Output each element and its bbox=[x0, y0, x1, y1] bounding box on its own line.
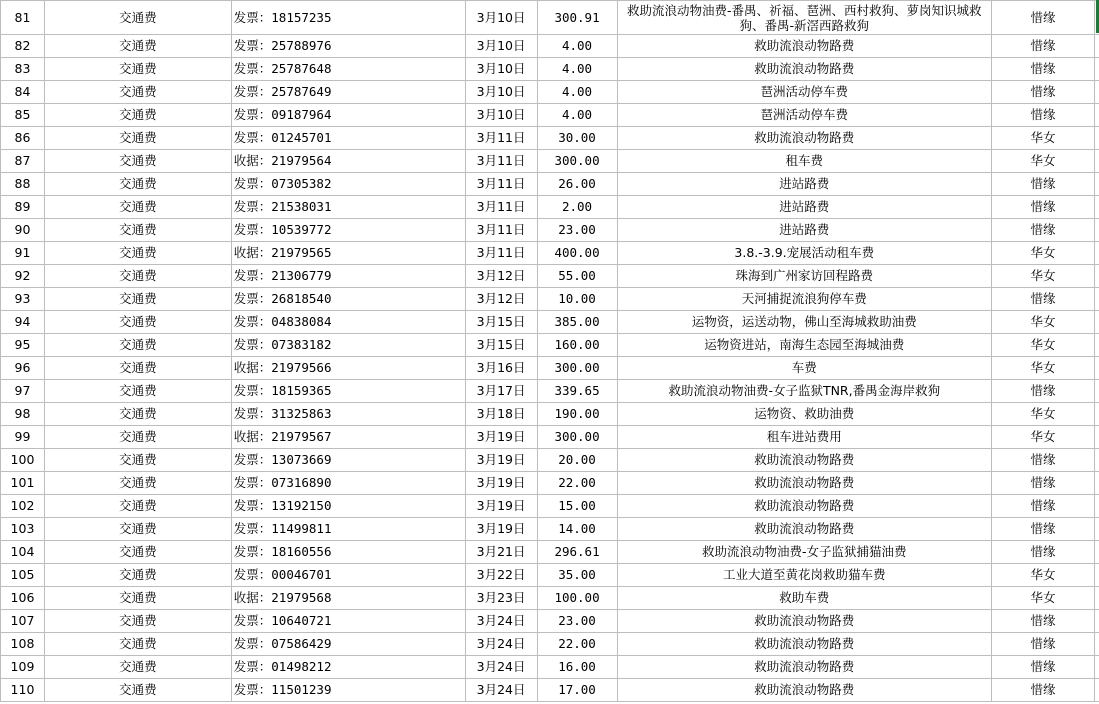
description-cell[interactable]: 救助流浪动物油费-女子监狱TNR,番禺金海岸救狗 bbox=[617, 380, 992, 403]
table-row bbox=[1, 472, 1099, 495]
amount-cell[interactable]: 4.00 bbox=[537, 104, 617, 127]
person-cell[interactable]: 华女 bbox=[992, 242, 1095, 265]
row-number-cell[interactable]: 94 bbox=[1, 311, 45, 334]
category-cell[interactable]: 交通费 bbox=[44, 58, 231, 81]
date-cell[interactable]: 3月12日 bbox=[465, 265, 537, 288]
amount-cell[interactable]: 30.00 bbox=[537, 127, 617, 150]
table-row bbox=[1, 219, 1099, 242]
amount-cell[interactable]: 15.00 bbox=[537, 495, 617, 518]
table-row bbox=[1, 196, 1099, 219]
document-number-cell[interactable]: 发票：07383182 bbox=[231, 334, 465, 357]
category-cell[interactable]: 交通费 bbox=[44, 219, 231, 242]
category-cell[interactable]: 交通费 bbox=[44, 173, 231, 196]
date-cell[interactable]: 3月11日 bbox=[465, 173, 537, 196]
date-cell[interactable]: 3月11日 bbox=[465, 219, 537, 242]
row-number-cell[interactable]: 90 bbox=[1, 219, 45, 242]
table-row bbox=[1, 1, 1099, 35]
empty-cell[interactable] bbox=[1094, 58, 1099, 81]
date-cell[interactable]: 3月15日 bbox=[465, 311, 537, 334]
document-number-cell[interactable]: 发票：13073669 bbox=[231, 449, 465, 472]
date-cell[interactable]: 3月10日 bbox=[465, 35, 537, 58]
person-cell[interactable]: 惜缘 bbox=[992, 1, 1095, 35]
table-row bbox=[1, 265, 1099, 288]
row-number-cell[interactable]: 109 bbox=[1, 656, 45, 679]
empty-cell[interactable] bbox=[1094, 495, 1099, 518]
description-cell[interactable]: 租车费 bbox=[617, 150, 992, 173]
description-cell[interactable]: 救助流浪动物路费 bbox=[617, 633, 992, 656]
table-row bbox=[1, 311, 1099, 334]
table-row bbox=[1, 518, 1099, 541]
date-cell[interactable]: 3月24日 bbox=[465, 633, 537, 656]
table-row bbox=[1, 58, 1099, 81]
person-cell[interactable]: 惜缘 bbox=[992, 679, 1095, 702]
description-cell[interactable]: 租车进站费用 bbox=[617, 426, 992, 449]
date-cell[interactable]: 3月24日 bbox=[465, 679, 537, 702]
row-number-cell[interactable]: 108 bbox=[1, 633, 45, 656]
person-cell[interactable]: 惜缘 bbox=[992, 81, 1095, 104]
person-cell[interactable]: 惜缘 bbox=[992, 288, 1095, 311]
empty-cell[interactable] bbox=[1094, 357, 1099, 380]
empty-cell[interactable] bbox=[1094, 265, 1099, 288]
document-number-cell[interactable]: 发票：26818540 bbox=[231, 288, 465, 311]
category-cell[interactable]: 交通费 bbox=[44, 196, 231, 219]
description-cell[interactable]: 进站路费 bbox=[617, 173, 992, 196]
empty-cell[interactable] bbox=[1094, 656, 1099, 679]
table-row bbox=[1, 403, 1099, 426]
document-number-cell[interactable]: 收据：21979568 bbox=[231, 587, 465, 610]
amount-cell[interactable]: 10.00 bbox=[537, 288, 617, 311]
row-number-cell[interactable]: 86 bbox=[1, 127, 45, 150]
description-cell[interactable]: 救助流浪动物油费-番禺、祈福、琶洲、西村救狗、萝岗知识城救狗、番禺-新滘西路救狗 bbox=[617, 1, 992, 35]
person-cell[interactable]: 惜缘 bbox=[992, 173, 1095, 196]
amount-cell[interactable]: 35.00 bbox=[537, 564, 617, 587]
document-number-cell[interactable]: 收据：21979564 bbox=[231, 150, 465, 173]
table-row bbox=[1, 380, 1099, 403]
amount-cell[interactable]: 23.00 bbox=[537, 219, 617, 242]
amount-cell[interactable]: 300.91 bbox=[537, 1, 617, 35]
date-cell[interactable]: 3月18日 bbox=[465, 403, 537, 426]
table-row bbox=[1, 150, 1099, 173]
row-number-cell[interactable]: 104 bbox=[1, 541, 45, 564]
table-row bbox=[1, 173, 1099, 196]
empty-cell[interactable] bbox=[1094, 403, 1099, 426]
table-row bbox=[1, 564, 1099, 587]
empty-cell[interactable] bbox=[1094, 380, 1099, 403]
person-cell[interactable]: 华女 bbox=[992, 127, 1095, 150]
empty-cell[interactable] bbox=[1094, 587, 1099, 610]
amount-cell[interactable]: 14.00 bbox=[537, 518, 617, 541]
date-cell[interactable]: 3月10日 bbox=[465, 58, 537, 81]
person-cell[interactable]: 华女 bbox=[992, 357, 1095, 380]
description-cell[interactable]: 救助流浪动物路费 bbox=[617, 35, 992, 58]
description-cell[interactable]: 运物资进站，南海生态园至海城油费 bbox=[617, 334, 992, 357]
empty-cell[interactable] bbox=[1094, 35, 1099, 58]
document-number-cell[interactable]: 收据：21979565 bbox=[231, 242, 465, 265]
amount-cell[interactable]: 17.00 bbox=[537, 679, 617, 702]
row-number-cell[interactable]: 95 bbox=[1, 334, 45, 357]
document-number-cell[interactable]: 发票：11499811 bbox=[231, 518, 465, 541]
table-row bbox=[1, 449, 1099, 472]
row-number-cell[interactable]: 85 bbox=[1, 104, 45, 127]
person-cell[interactable]: 惜缘 bbox=[992, 219, 1095, 242]
person-cell[interactable]: 惜缘 bbox=[992, 541, 1095, 564]
category-cell[interactable]: 交通费 bbox=[44, 472, 231, 495]
date-cell[interactable]: 3月19日 bbox=[465, 449, 537, 472]
document-number-cell[interactable]: 发票：11501239 bbox=[231, 679, 465, 702]
document-number-cell[interactable]: 发票：07305382 bbox=[231, 173, 465, 196]
document-number-cell[interactable]: 发票：10539772 bbox=[231, 219, 465, 242]
amount-cell[interactable]: 100.00 bbox=[537, 587, 617, 610]
category-cell[interactable]: 交通费 bbox=[44, 334, 231, 357]
date-cell[interactable]: 3月22日 bbox=[465, 564, 537, 587]
empty-cell[interactable] bbox=[1094, 127, 1099, 150]
document-number-cell[interactable]: 发票：18157235 bbox=[231, 1, 465, 35]
category-cell[interactable]: 交通费 bbox=[44, 1, 231, 35]
amount-cell[interactable]: 4.00 bbox=[537, 81, 617, 104]
row-number-cell[interactable]: 84 bbox=[1, 81, 45, 104]
row-number-cell[interactable]: 89 bbox=[1, 196, 45, 219]
amount-cell[interactable]: 26.00 bbox=[537, 173, 617, 196]
document-number-cell[interactable]: 发票：10640721 bbox=[231, 610, 465, 633]
date-cell[interactable]: 3月10日 bbox=[465, 1, 537, 35]
category-cell[interactable]: 交通费 bbox=[44, 587, 231, 610]
amount-cell[interactable]: 4.00 bbox=[537, 35, 617, 58]
row-number-cell[interactable]: 98 bbox=[1, 403, 45, 426]
document-number-cell[interactable]: 发票：21538031 bbox=[231, 196, 465, 219]
empty-cell[interactable] bbox=[1094, 219, 1099, 242]
document-number-cell[interactable]: 发票：09187964 bbox=[231, 104, 465, 127]
spreadsheet-body bbox=[1, 1, 1099, 702]
amount-cell[interactable]: 296.61 bbox=[537, 541, 617, 564]
empty-cell[interactable] bbox=[1094, 610, 1099, 633]
amount-cell[interactable]: 22.00 bbox=[537, 633, 617, 656]
description-cell[interactable]: 救助流浪动物路费 bbox=[617, 472, 992, 495]
table-row bbox=[1, 242, 1099, 265]
empty-cell[interactable] bbox=[1094, 472, 1099, 495]
amount-cell[interactable]: 190.00 bbox=[537, 403, 617, 426]
empty-cell[interactable] bbox=[1094, 633, 1099, 656]
category-cell[interactable]: 交通费 bbox=[44, 541, 231, 564]
person-cell[interactable]: 惜缘 bbox=[992, 196, 1095, 219]
description-cell[interactable]: 工业大道至黄花岗救助猫车费 bbox=[617, 564, 992, 587]
person-cell[interactable]: 惜缘 bbox=[992, 656, 1095, 679]
description-cell[interactable]: 救助流浪动物路费 bbox=[617, 610, 992, 633]
row-number-cell[interactable]: 96 bbox=[1, 357, 45, 380]
person-cell[interactable]: 华女 bbox=[992, 150, 1095, 173]
date-cell[interactable]: 3月23日 bbox=[465, 587, 537, 610]
amount-cell[interactable]: 160.00 bbox=[537, 334, 617, 357]
date-cell[interactable]: 3月19日 bbox=[465, 426, 537, 449]
row-number-cell[interactable]: 82 bbox=[1, 35, 45, 58]
description-cell[interactable]: 进站路费 bbox=[617, 196, 992, 219]
empty-cell[interactable] bbox=[1094, 173, 1099, 196]
amount-cell[interactable]: 2.00 bbox=[537, 196, 617, 219]
table-row bbox=[1, 334, 1099, 357]
empty-cell[interactable] bbox=[1094, 150, 1099, 173]
table-row bbox=[1, 610, 1099, 633]
document-number-cell[interactable]: 发票：07586429 bbox=[231, 633, 465, 656]
person-cell[interactable]: 华女 bbox=[992, 587, 1095, 610]
table-row bbox=[1, 81, 1099, 104]
empty-cell[interactable] bbox=[1094, 81, 1099, 104]
person-cell[interactable]: 华女 bbox=[992, 564, 1095, 587]
description-cell[interactable]: 琶洲活动停车费 bbox=[617, 104, 992, 127]
description-cell[interactable]: 运物资、救助油费 bbox=[617, 403, 992, 426]
document-number-cell[interactable]: 发票：18160556 bbox=[231, 541, 465, 564]
date-cell[interactable]: 3月19日 bbox=[465, 495, 537, 518]
table-row bbox=[1, 656, 1099, 679]
amount-cell[interactable]: 20.00 bbox=[537, 449, 617, 472]
row-number-cell[interactable]: 91 bbox=[1, 242, 45, 265]
table-row bbox=[1, 426, 1099, 449]
amount-cell[interactable]: 400.00 bbox=[537, 242, 617, 265]
person-cell[interactable]: 华女 bbox=[992, 334, 1095, 357]
empty-cell[interactable] bbox=[1094, 564, 1099, 587]
amount-cell[interactable]: 300.00 bbox=[537, 150, 617, 173]
date-cell[interactable]: 3月19日 bbox=[465, 472, 537, 495]
person-cell[interactable]: 华女 bbox=[992, 311, 1095, 334]
category-cell[interactable]: 交通费 bbox=[44, 81, 231, 104]
date-cell[interactable]: 3月24日 bbox=[465, 656, 537, 679]
date-cell[interactable]: 3月11日 bbox=[465, 242, 537, 265]
table-row bbox=[1, 104, 1099, 127]
date-cell[interactable]: 3月19日 bbox=[465, 518, 537, 541]
table-row bbox=[1, 679, 1099, 702]
category-cell[interactable]: 交通费 bbox=[44, 150, 231, 173]
category-cell[interactable]: 交通费 bbox=[44, 610, 231, 633]
date-cell[interactable]: 3月12日 bbox=[465, 288, 537, 311]
description-cell[interactable]: 天河捕捉流浪狗停车费 bbox=[617, 288, 992, 311]
empty-cell[interactable] bbox=[1094, 449, 1099, 472]
person-cell[interactable]: 惜缘 bbox=[992, 35, 1095, 58]
row-number-cell[interactable]: 93 bbox=[1, 288, 45, 311]
table-row bbox=[1, 288, 1099, 311]
empty-cell[interactable] bbox=[1094, 196, 1099, 219]
description-cell[interactable]: 车费 bbox=[617, 357, 992, 380]
amount-cell[interactable]: 4.00 bbox=[537, 58, 617, 81]
document-number-cell[interactable]: 收据：21979567 bbox=[231, 426, 465, 449]
category-cell[interactable]: 交通费 bbox=[44, 104, 231, 127]
category-cell[interactable]: 交通费 bbox=[44, 449, 231, 472]
row-number-cell[interactable]: 101 bbox=[1, 472, 45, 495]
empty-cell[interactable] bbox=[1094, 541, 1099, 564]
category-cell[interactable]: 交通费 bbox=[44, 633, 231, 656]
category-cell[interactable]: 交通费 bbox=[44, 380, 231, 403]
person-cell[interactable]: 惜缘 bbox=[992, 380, 1095, 403]
document-number-cell[interactable]: 发票：25787648 bbox=[231, 58, 465, 81]
description-cell[interactable]: 琶洲活动停车费 bbox=[617, 81, 992, 104]
table-row bbox=[1, 587, 1099, 610]
table-row bbox=[1, 495, 1099, 518]
description-cell[interactable]: 3.8.-3.9.宠展活动租车费 bbox=[617, 242, 992, 265]
document-number-cell[interactable]: 发票：07316890 bbox=[231, 472, 465, 495]
row-number-cell[interactable]: 107 bbox=[1, 610, 45, 633]
table-row bbox=[1, 127, 1099, 150]
description-cell[interactable]: 运物资，运送动物，佛山至海城救助油费 bbox=[617, 311, 992, 334]
description-cell[interactable]: 珠海到广州家访回程路费 bbox=[617, 265, 992, 288]
empty-cell[interactable] bbox=[1094, 311, 1099, 334]
empty-cell[interactable] bbox=[1094, 334, 1099, 357]
row-number-cell[interactable]: 102 bbox=[1, 495, 45, 518]
date-cell[interactable]: 3月17日 bbox=[465, 380, 537, 403]
date-cell[interactable]: 3月11日 bbox=[465, 127, 537, 150]
person-cell[interactable]: 惜缘 bbox=[992, 58, 1095, 81]
category-cell[interactable]: 交通费 bbox=[44, 35, 231, 58]
row-number-cell[interactable]: 106 bbox=[1, 587, 45, 610]
row-number-cell[interactable]: 99 bbox=[1, 426, 45, 449]
amount-cell[interactable]: 16.00 bbox=[537, 656, 617, 679]
amount-cell[interactable]: 339.65 bbox=[537, 380, 617, 403]
category-cell[interactable]: 交通费 bbox=[44, 265, 231, 288]
document-number-cell[interactable]: 发票：13192150 bbox=[231, 495, 465, 518]
description-cell[interactable]: 救助流浪动物油费-女子监狱捕猫油费 bbox=[617, 541, 992, 564]
amount-cell[interactable]: 300.00 bbox=[537, 426, 617, 449]
empty-cell[interactable] bbox=[1094, 426, 1099, 449]
amount-cell[interactable]: 55.00 bbox=[537, 265, 617, 288]
description-cell[interactable]: 救助流浪动物路费 bbox=[617, 127, 992, 150]
category-cell[interactable]: 交通费 bbox=[44, 656, 231, 679]
date-cell[interactable]: 3月15日 bbox=[465, 334, 537, 357]
category-cell[interactable]: 交通费 bbox=[44, 679, 231, 702]
person-cell[interactable]: 惜缘 bbox=[992, 633, 1095, 656]
table-row bbox=[1, 633, 1099, 656]
document-number-cell[interactable]: 发票：25787649 bbox=[231, 81, 465, 104]
document-number-cell[interactable]: 发票：25788976 bbox=[231, 35, 465, 58]
table-row bbox=[1, 35, 1099, 58]
description-cell[interactable]: 救助流浪动物路费 bbox=[617, 495, 992, 518]
person-cell[interactable]: 惜缘 bbox=[992, 518, 1095, 541]
empty-cell[interactable] bbox=[1094, 242, 1099, 265]
person-cell[interactable]: 惜缘 bbox=[992, 610, 1095, 633]
description-cell[interactable]: 救助车费 bbox=[617, 587, 992, 610]
table-row bbox=[1, 357, 1099, 380]
document-number-cell[interactable]: 发票：31325863 bbox=[231, 403, 465, 426]
person-cell[interactable]: 华女 bbox=[992, 265, 1095, 288]
empty-cell[interactable] bbox=[1094, 104, 1099, 127]
row-number-cell[interactable]: 87 bbox=[1, 150, 45, 173]
row-number-cell[interactable]: 105 bbox=[1, 564, 45, 587]
description-cell[interactable]: 救助流浪动物路费 bbox=[617, 679, 992, 702]
category-cell[interactable]: 交通费 bbox=[44, 357, 231, 380]
date-cell[interactable]: 3月21日 bbox=[465, 541, 537, 564]
document-number-cell[interactable]: 发票：01498212 bbox=[231, 656, 465, 679]
row-number-cell[interactable]: 88 bbox=[1, 173, 45, 196]
document-number-cell[interactable]: 发票：18159365 bbox=[231, 380, 465, 403]
date-cell[interactable]: 3月11日 bbox=[465, 196, 537, 219]
person-cell[interactable]: 华女 bbox=[992, 426, 1095, 449]
amount-cell[interactable]: 385.00 bbox=[537, 311, 617, 334]
description-cell[interactable]: 救助流浪动物路费 bbox=[617, 518, 992, 541]
category-cell[interactable]: 交通费 bbox=[44, 403, 231, 426]
table-row bbox=[1, 541, 1099, 564]
empty-cell[interactable] bbox=[1094, 518, 1099, 541]
category-cell[interactable]: 交通费 bbox=[44, 564, 231, 587]
row-number-cell[interactable]: 110 bbox=[1, 679, 45, 702]
category-cell[interactable]: 交通费 bbox=[44, 518, 231, 541]
amount-cell[interactable]: 22.00 bbox=[537, 472, 617, 495]
person-cell[interactable]: 惜缘 bbox=[992, 449, 1095, 472]
person-cell[interactable]: 惜缘 bbox=[992, 104, 1095, 127]
category-cell[interactable]: 交通费 bbox=[44, 288, 231, 311]
date-cell[interactable]: 3月16日 bbox=[465, 357, 537, 380]
person-cell[interactable]: 华女 bbox=[992, 403, 1095, 426]
person-cell[interactable]: 惜缘 bbox=[992, 472, 1095, 495]
description-cell[interactable]: 救助流浪动物路费 bbox=[617, 58, 992, 81]
description-cell[interactable]: 进站路费 bbox=[617, 219, 992, 242]
category-cell[interactable]: 交通费 bbox=[44, 311, 231, 334]
document-number-cell[interactable]: 发票：00046701 bbox=[231, 564, 465, 587]
row-number-cell[interactable]: 100 bbox=[1, 449, 45, 472]
row-number-cell[interactable]: 103 bbox=[1, 518, 45, 541]
category-cell[interactable]: 交通费 bbox=[44, 242, 231, 265]
row-number-cell[interactable]: 97 bbox=[1, 380, 45, 403]
amount-cell[interactable]: 23.00 bbox=[537, 610, 617, 633]
amount-cell[interactable]: 300.00 bbox=[537, 357, 617, 380]
date-cell[interactable]: 3月10日 bbox=[465, 81, 537, 104]
document-number-cell[interactable]: 发票：21306779 bbox=[231, 265, 465, 288]
date-cell[interactable]: 3月11日 bbox=[465, 150, 537, 173]
date-cell[interactable]: 3月10日 bbox=[465, 104, 537, 127]
row-number-cell[interactable]: 81 bbox=[1, 1, 45, 35]
date-cell[interactable]: 3月24日 bbox=[465, 610, 537, 633]
category-cell[interactable]: 交通费 bbox=[44, 127, 231, 150]
description-cell[interactable]: 救助流浪动物路费 bbox=[617, 449, 992, 472]
empty-cell[interactable] bbox=[1094, 288, 1099, 311]
description-cell[interactable]: 救助流浪动物路费 bbox=[617, 656, 992, 679]
document-number-cell[interactable]: 发票：04838084 bbox=[231, 311, 465, 334]
person-cell[interactable]: 惜缘 bbox=[992, 495, 1095, 518]
row-number-cell[interactable]: 83 bbox=[1, 58, 45, 81]
document-number-cell[interactable]: 收据：21979566 bbox=[231, 357, 465, 380]
category-cell[interactable]: 交通费 bbox=[44, 426, 231, 449]
row-number-cell[interactable]: 92 bbox=[1, 265, 45, 288]
empty-cell[interactable] bbox=[1094, 679, 1099, 702]
document-number-cell[interactable]: 发票：01245701 bbox=[231, 127, 465, 150]
category-cell[interactable]: 交通费 bbox=[44, 495, 231, 518]
